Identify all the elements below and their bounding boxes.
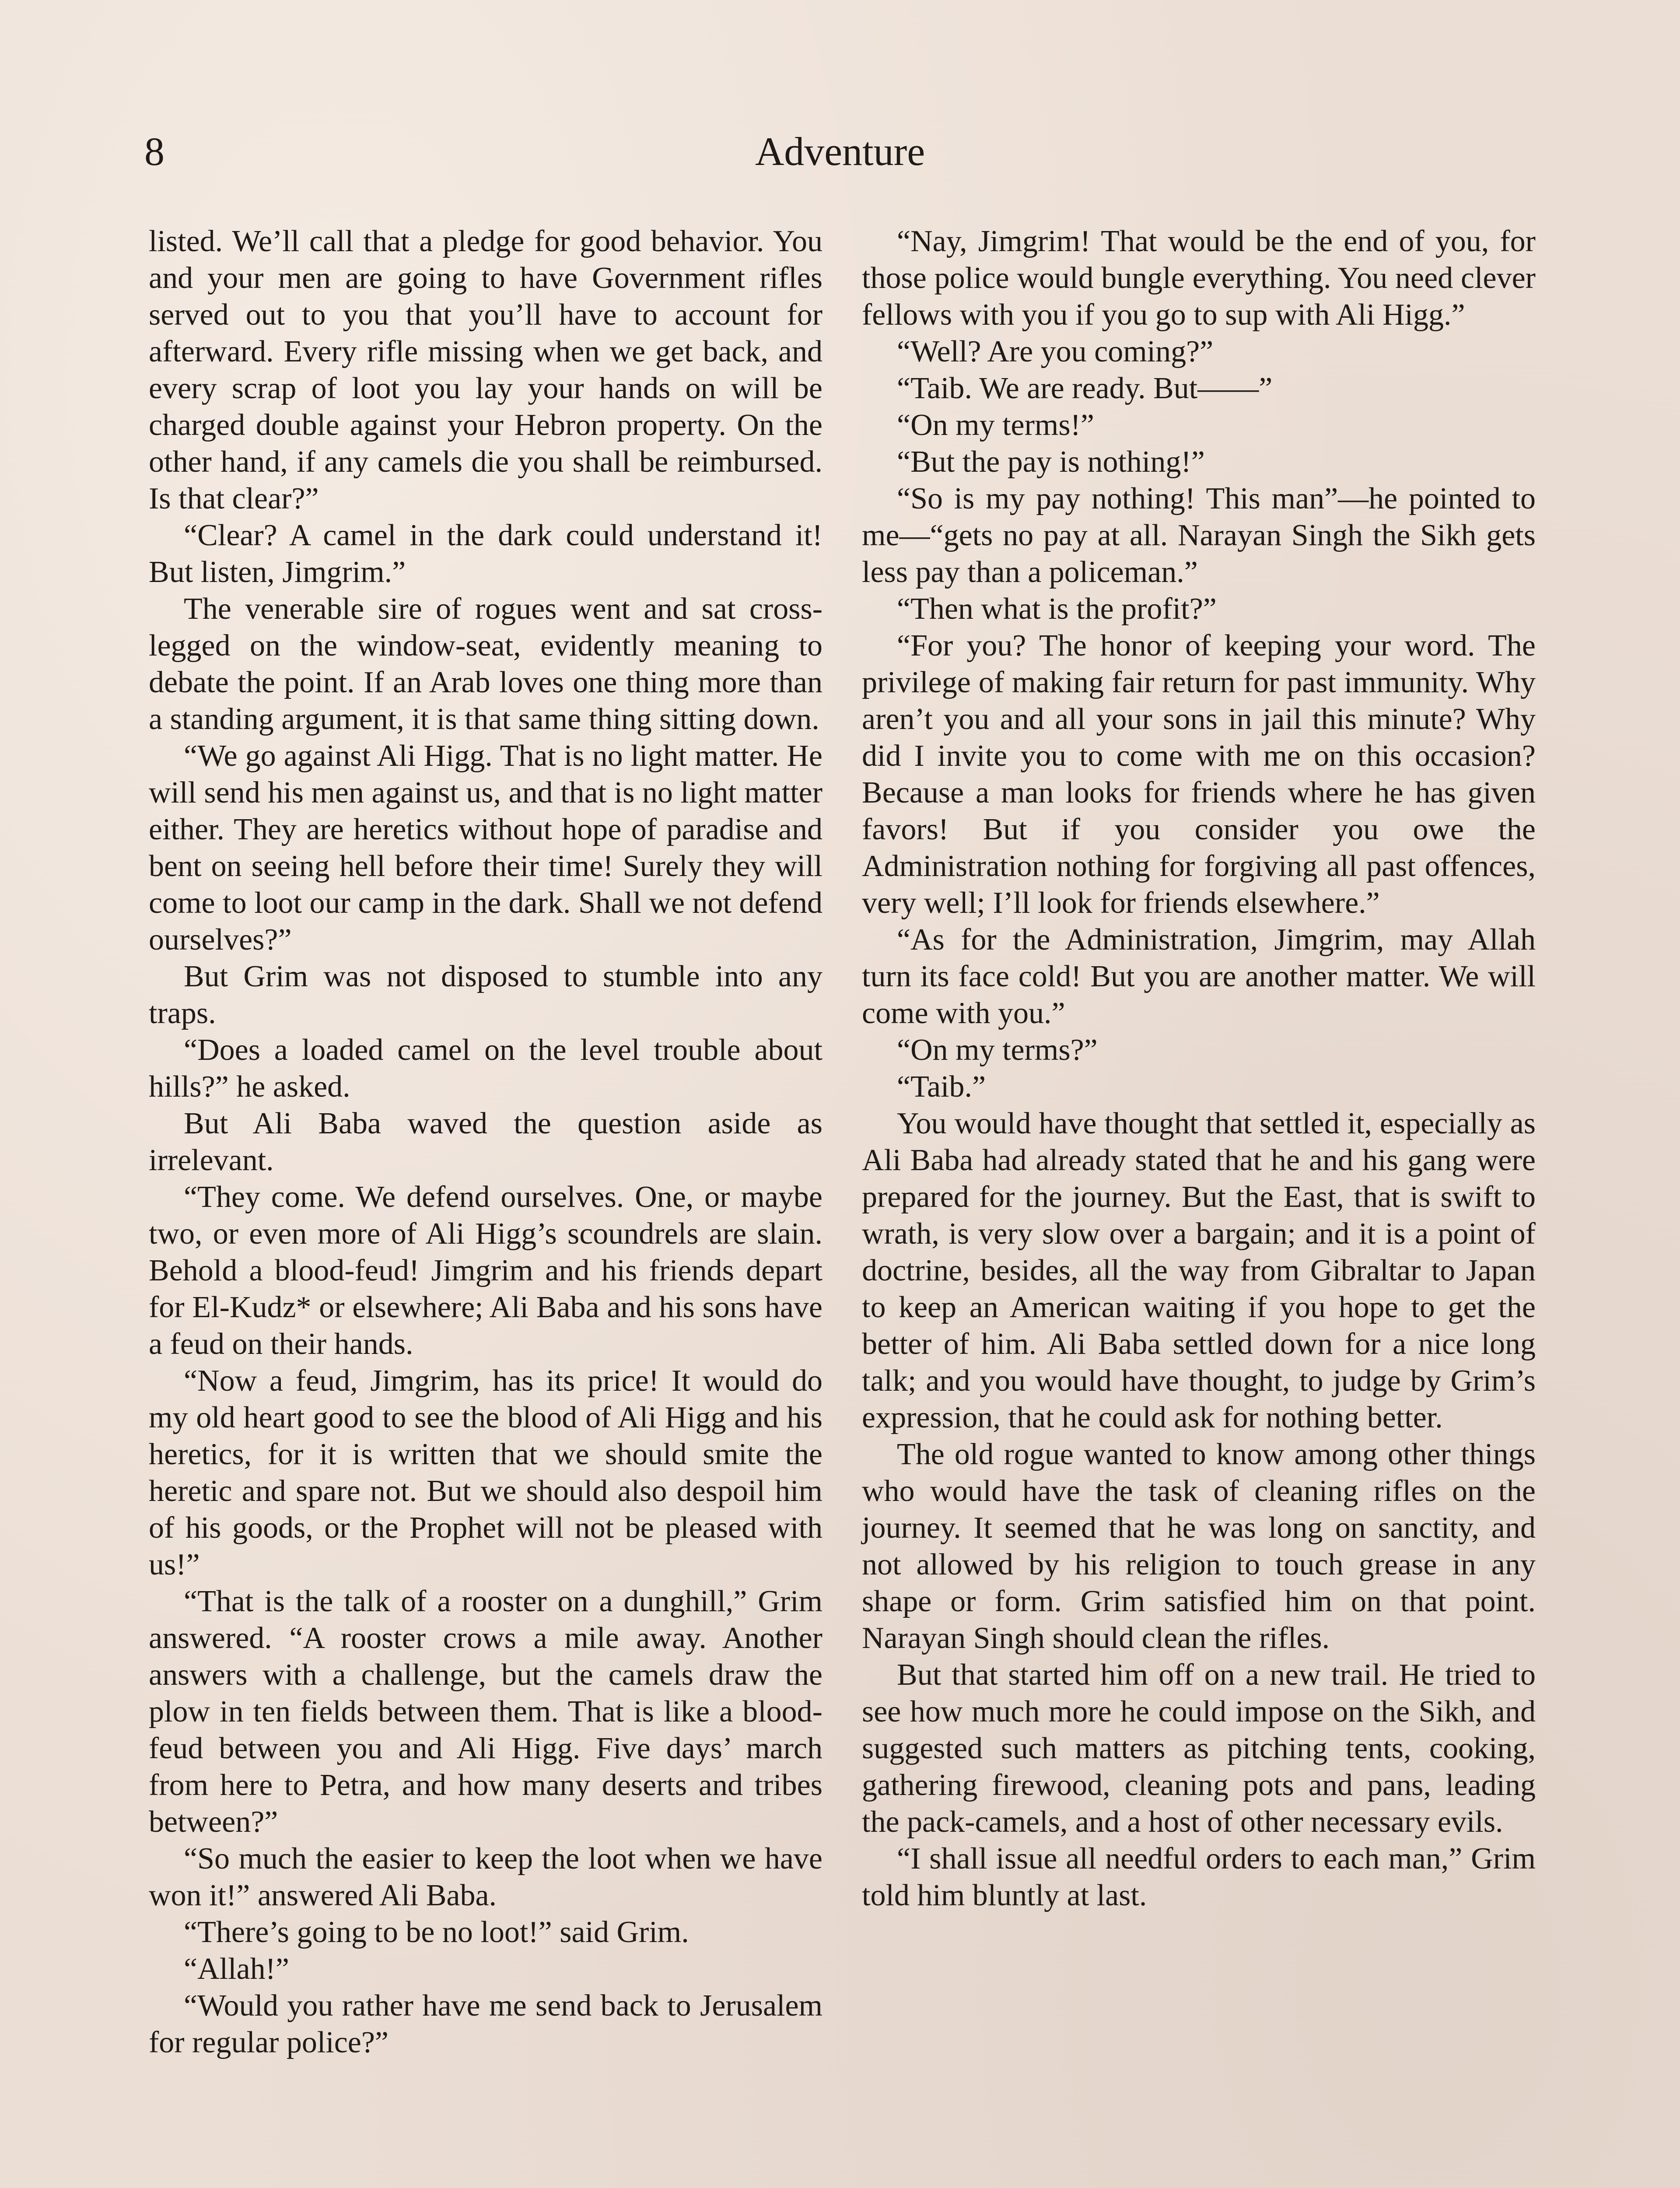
paragraph: “Then what is the profit?”	[897, 592, 1217, 626]
paragraph: listed. We’ll call that a pledge for good behavior. You and your men are going to have Government rifles served out to you that you’ll have to account for afterward. Every rifle missing when we get back, and every scrap of loot you lay your hands on will be charged double against your Hebron property. On the other hand, if any camels die you shall be reimbursed. Is that clear?”	[149, 224, 822, 515]
paragraph: But Ali Baba waved the question aside as irrelevant.	[149, 1107, 822, 1177]
paragraph: “That is the talk of a rooster on a dunghill,” Grim answered. “A rooster crows a mile away. Another answers with a challenge, but the camels draw the plow in ten fields between them. That is like a blood-feud between you and Ali Higg. Five days’ march from here to Petra, and how many deserts and tribes between?”	[149, 1585, 822, 1839]
paragraph: “For you? The honor of keeping your word. The privilege of making fair return for past immunity. Why aren’t you and all your sons in jail this minute? Why did I invite you to come with me on this occasion? Because a man looks for friends where he has given favors! But if you consider you owe the Administration nothing for forgiving all past offences, very well; I’ll look for friends elsewhere.”	[862, 629, 1536, 920]
paragraph: The venerable sire of rogues went and sat cross-legged on the window-seat, evidently meaning to debate the point. If an Arab loves one thing more than a standing argument, it is that same thing sitting down.	[149, 592, 822, 736]
paragraph: “Well? Are you coming?”	[897, 335, 1214, 368]
right-column	[862, 223, 1536, 1914]
paragraph: “But the pay is nothing!”	[897, 445, 1205, 479]
paragraph: “As for the Administration, Jimgrim, may Allah turn its face cold! But you are another matter. We will come with you.”	[862, 923, 1536, 1030]
paragraph: “On my terms?”	[897, 1033, 1098, 1067]
paragraph: The old rogue wanted to know among other things who would have the task of cleaning rifles on the journey. It seemed that he was long on sanctity, and not allowed by his religion to touch grease in any shape or form. Grim satisfied him on that point. Narayan Singh should clean the rifles.	[862, 1438, 1536, 1655]
left-column	[149, 223, 822, 2061]
paragraph: “Would you rather have me send back to Jerusalem for regular police?”	[149, 1989, 822, 2059]
paragraph: You would have thought that settled it, especially as Ali Baba had already stated that he and his gang were prepared for the journey. But the East, that is swift to wrath, is very slow over a bargain; and it is a point of doctrine, besides, all the way from Gibraltar to Japan to keep an American waiting if you hope to get the better of him. Ali Baba settled down for a nice long talk; and you would have thought, to judge by Grim’s expression, that he could ask for nothing better.	[862, 1107, 1536, 1434]
paragraph: “There’s going to be no loot!” said Grim.	[184, 1915, 689, 1949]
paragraph: “So much the easier to keep the loot when we have won it!” answered Ali Baba.	[149, 1842, 822, 1912]
paragraph: “So is my pay nothing! This man”—he pointed to me—“gets no pay at all. Narayan Singh the Sikh gets less pay than a policeman.”	[862, 482, 1536, 589]
paragraph: But Grim was not disposed to stumble into any traps.	[149, 960, 822, 1030]
paragraph: “Taib.”	[897, 1070, 986, 1104]
paragraph: “Nay, Jimgrim! That would be the end of you, for those police would bungle everything. You need clever fellows with you if you go to sup with Ali Higg.”	[862, 224, 1536, 332]
paragraph: But that started him off on a new trail. He tried to see how much more he could impose on the Sikh, and suggested such matters as pitching tents, cooking, gathering firewood, cleaning pots and pans, leading the pack-camels, and a host of other necessary evils.	[862, 1658, 1536, 1839]
paragraph: “Taib. We are ready. But——”	[897, 372, 1273, 405]
paragraph: “Clear? A camel in the dark could understand it! But listen, Jimgrim.”	[149, 519, 822, 589]
paragraph: “We go against Ali Higg. That is no light matter. He will send his men against us, and that is no light matter either. They are heretics without hope of paradise and bent on seeing hell before their time! Surely they will come to loot our camp in the dark. Shall we not defend ourselves?”	[149, 739, 822, 957]
running-head: Adventure	[755, 129, 925, 174]
paragraph: “Now a feud, Jimgrim, has its price! It would do my old heart good to see the blood of Ali Higg and his heretics, for it is written that we should smite the heretic and spare not. But we should also despoil him of his goods, or the Prophet will not be pleased with us!”	[149, 1364, 822, 1581]
paragraph: “They come. We defend ourselves. One, or maybe two, or even more of Ali Higg’s scoundrels are slain. Behold a blood-feud! Jimgrim and his friends depart for El-Kudz* or elsewhere; Ali Baba and his sons have a feud on their hands.	[149, 1180, 822, 1361]
paragraph: “Allah!”	[184, 1952, 289, 1986]
paragraph: “On my terms!”	[897, 408, 1094, 442]
page-number: 8	[144, 129, 164, 174]
paragraph: “Does a loaded camel on the level trouble about hills?” he asked.	[149, 1033, 822, 1104]
paragraph: “I shall issue all needful orders to each man,” Grim told him bluntly at last.	[862, 1842, 1536, 1912]
